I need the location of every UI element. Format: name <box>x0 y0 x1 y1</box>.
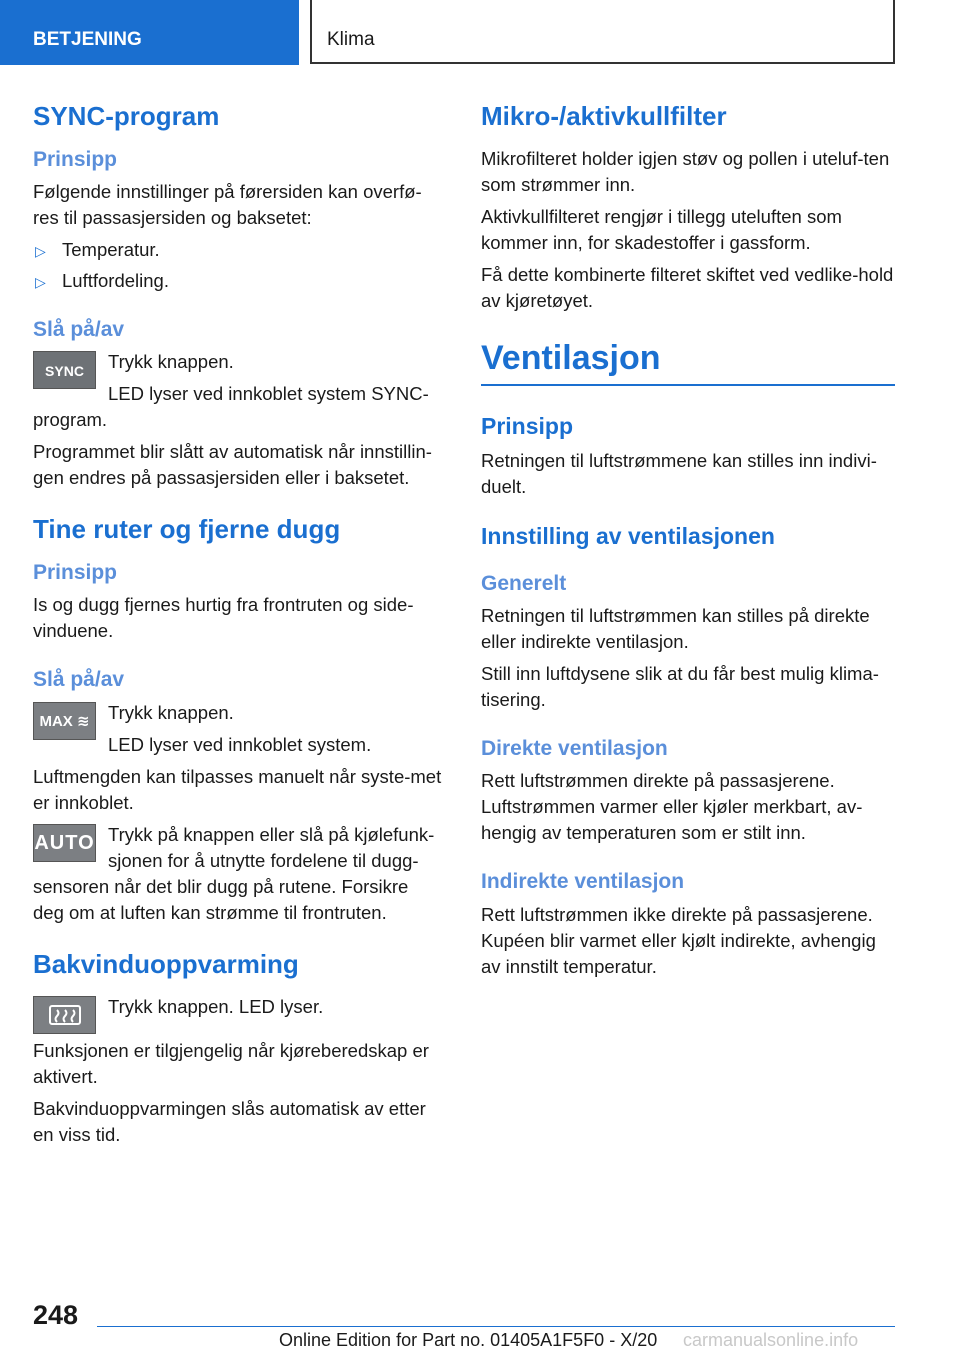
filter-text-2: Aktivkullfilteret rengjør i tillegg uteluften som kommer inn, for skadestoffer i gassform. <box>481 205 842 253</box>
max-led-text: LED lyser ved innkoblet system. <box>108 733 372 755</box>
ventilation-title: Ventilasjon <box>481 336 895 386</box>
indirect-title: Indirekte ventilasjon <box>481 870 685 894</box>
max-defrost-button-icon: MAX ≋ <box>33 702 96 740</box>
direct-text: Rett luftstrømmen direkte på passasjerene. Luftstrømmen varmer eller kjøler merkbart, av-hengig av temperaturen som er stilt inn. <box>481 770 863 844</box>
triangle-bullet-icon: ▷ <box>35 243 46 260</box>
edition-text: Online Edition for Part no. 01405A1F5F0 - X/20 <box>279 1330 658 1350</box>
triangle-bullet-icon: ▷ <box>35 274 46 291</box>
general-text-1: Retningen til luftstrømmen kan stilles på direkte eller indirekte ventilasjon. <box>481 605 870 653</box>
sync-title: SYNC-program <box>33 101 220 131</box>
sync-onoff-title: Slå på/av <box>33 318 125 342</box>
sync-button-icon: SYNC <box>33 351 96 389</box>
auto-text: Trykk på knappen eller slå på kjølefunk-sjonen for å utnytte fordelene til dugg-sensoren når det blir dugg på rutene. Forsikre deg om at luften kan strømme til frontruten. <box>33 823 435 923</box>
vent-principle-text: Retningen til luftstrømmene kan stilles inn indivi-duelt. <box>481 449 877 497</box>
rear-text-1: Funksjonen er tilgjengelig når kjøreberedskap er aktivert. <box>33 1039 429 1087</box>
rear-window-title: Bakvinduoppvarming <box>33 948 299 979</box>
auto-button-icon: AUTO <box>33 824 96 862</box>
general-title: Generelt <box>481 571 567 595</box>
defrost-principle-title: Prinsipp <box>33 561 118 585</box>
rear-window-heat-icon <box>47 1002 83 1030</box>
right-column <box>481 100 895 1002</box>
direct-title: Direkte ventilasjon <box>481 737 668 761</box>
vent-principle-title: Prinsipp <box>481 412 574 439</box>
list-item: ▷ Luftfordeling. <box>33 268 443 294</box>
airflow-text: Luftmengden kan tilpasses manuelt når syste-met er innkoblet. <box>33 765 442 813</box>
indirect-text: Rett luftstrømmen ikke direkte på passasjerene. Kupéen blir varmet eller kjølt indirekte, avhengig av innstilt temperatur. <box>481 903 876 977</box>
list-item: ▷ Temperatur. <box>33 237 443 263</box>
left-column <box>33 100 443 1170</box>
footer-divider <box>97 1326 895 1327</box>
header-chapter: Klima <box>310 0 895 64</box>
sync-list <box>33 237 443 294</box>
sync-led-text: LED lyser ved innkoblet system SYNC-program. <box>33 383 429 431</box>
rear-text-2: Bakvinduoppvarmingen slås automatisk av etter en viss tid. <box>33 1097 426 1145</box>
sync-press-text: Trykk knappen. <box>108 351 234 373</box>
filter-text-1: Mikrofilteret holder igjen støv og pollen i uteluf-ten som strømmer inn. <box>481 147 890 195</box>
rear-defrost-button-icon <box>33 996 96 1034</box>
filter-text-3: Få dette kombinerte filteret skiftet ved vedlike-hold av kjøretøyet. <box>481 263 894 311</box>
defrost-principle-text: Is og dugg fjernes hurtig fra frontruten og side-vinduene. <box>33 594 414 642</box>
header-section: BETJENING <box>0 0 299 65</box>
page-number: 248 <box>33 1300 79 1330</box>
sync-principle-title: Prinsipp <box>33 147 118 171</box>
max-press-text: Trykk knappen. <box>108 701 234 723</box>
vent-setting-title: Innstilling av ventilasjonen <box>481 522 775 549</box>
general-text-2: Still inn luftdysene slik at du får best mulig klima-tisering. <box>481 663 879 711</box>
filter-title: Mikro-/aktivkullfilter <box>481 101 727 131</box>
sync-off-text: Programmet blir slått av automatisk når innstillin-gen endres på passasjersiden eller i baksetet. <box>33 441 432 489</box>
defrost-title: Tine ruter og fjerne dugg <box>33 514 341 545</box>
watermark: carmanualsonline.info <box>683 1330 859 1350</box>
defrost-onoff-title: Slå på/av <box>33 668 125 692</box>
rear-press-text: Trykk knappen. LED lyser. <box>108 995 324 1017</box>
sync-principle-text: Følgende innstillinger på førersiden kan overfø-res til passasjersiden og baksetet: <box>33 181 422 229</box>
